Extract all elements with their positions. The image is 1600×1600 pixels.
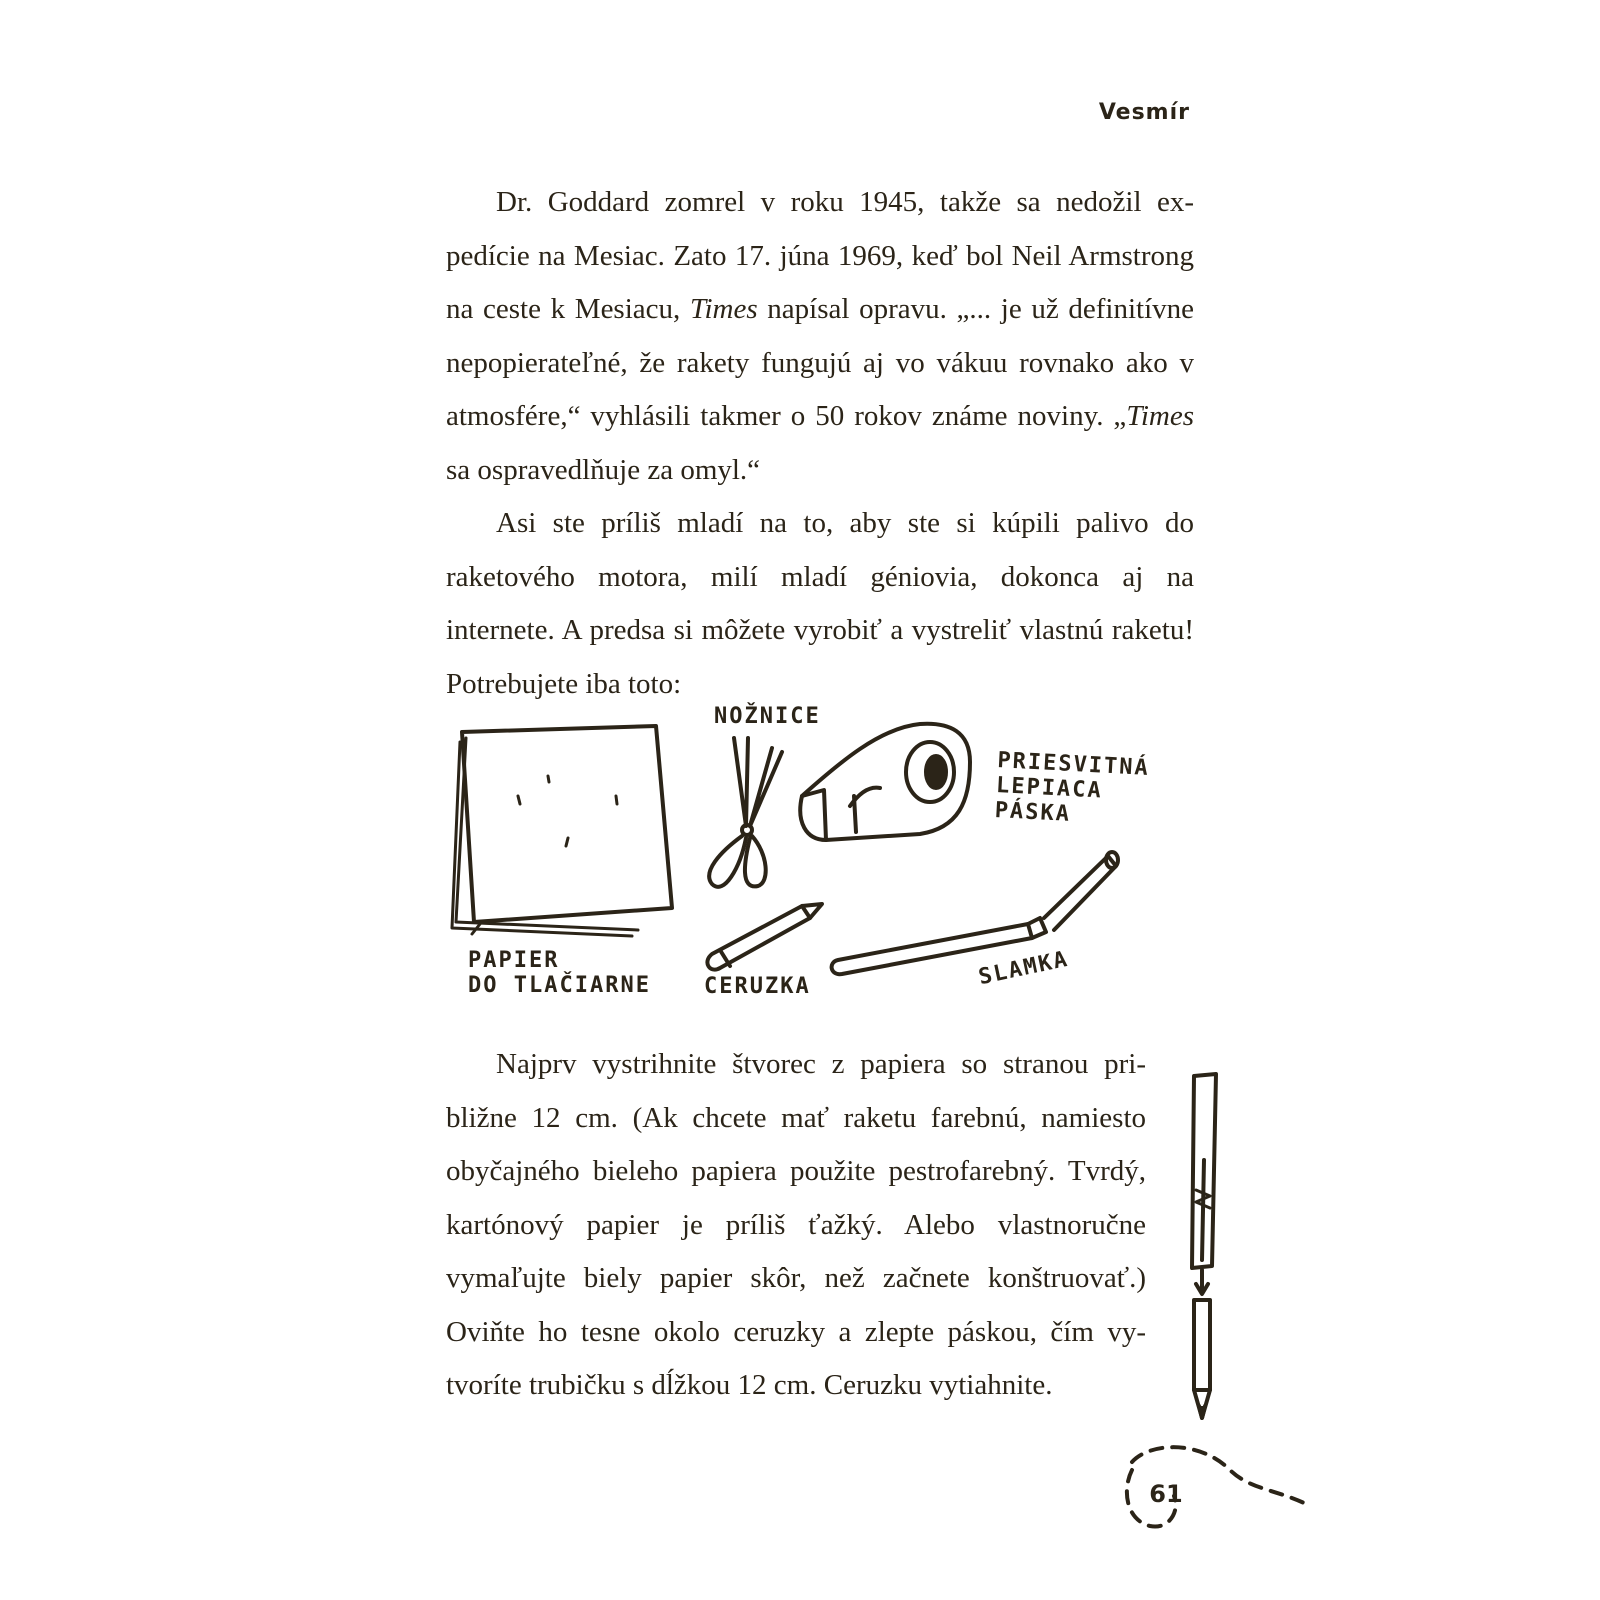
page-number: 61 <box>1149 1480 1183 1508</box>
straw-icon <box>832 852 1118 974</box>
label-paper <box>468 948 651 998</box>
text-segment: napísal opravu. „... je už definitívne nepopierateľné, že rakety fungujú aj vo vákuu rovnako ako v atmosfére,“ vyhlásili takmer o 50 rokov známe noviny. „ <box>446 293 1194 432</box>
paragraph <box>446 176 1194 497</box>
label-pencil: CERUZKA <box>704 974 811 999</box>
label-paper-line2: DO TLAČIARNE <box>468 973 651 998</box>
label-straw: SLAMKA <box>976 946 1072 991</box>
tape-dispenser-icon <box>800 724 970 840</box>
pencil-in-tube-icon <box>1180 1070 1250 1430</box>
italic-text: Times <box>689 293 758 325</box>
label-tape-line2: LEPIACA <box>995 773 1104 804</box>
text-segment: sa ospravedlňuje za omyl.“ <box>446 453 761 486</box>
label-tape <box>994 748 1150 831</box>
scissors-icon <box>709 738 782 887</box>
label-paper-line1: PAPIER <box>468 948 560 973</box>
paper-stack-icon <box>452 726 672 936</box>
body-text-bottom <box>446 1038 1146 1413</box>
text-segment: Najprv vystrihnite štvorec z papiera so stranou približne 12 cm. (Ak chcete mať raketu farebnú, namiesto obyčajného bieleho papiera použite pestrofarebný. Tvrdý, kartónový papier je príliš ťažký. Alebo vlastnoručne vymaľujte biely papier skôr, než začnete konštruovať.) Oviňte ho tesne okolo ceruzky a zlepte páskou, čím vytvoríte trubičku s dĺžkou 12 cm. Ceruzku vytiahnite. <box>446 1048 1146 1401</box>
text-segment: Asi ste príliš mladí na to, aby ste si kúpili palivo do raketového motora, milí mladí géniovia, dokonca aj na internete. A predsa si môžete vyrobiť a vystreliť vlastnú raketu! Potrebujete iba toto: <box>446 507 1194 700</box>
italic-text: Times <box>1126 400 1194 432</box>
label-tape-line1: PRIESVITNÁ <box>996 748 1151 782</box>
pencil-icon <box>707 904 822 970</box>
paragraph <box>446 497 1194 711</box>
text-segment: Dr. Goddard zomrel v roku 1945, takže sa nedožil expedície na Mesiac. Zato 17. júna 1969, keď bol Neil Armstrong na ceste k Mesiacu, <box>446 186 1194 325</box>
materials-illustration <box>450 704 1210 1032</box>
label-scissors: NOŽNICE <box>714 704 821 729</box>
body-text-top <box>446 176 1194 711</box>
paragraph <box>446 1038 1146 1413</box>
label-tape-line3: PÁSKA <box>994 797 1072 827</box>
running-head: Vesmír <box>1098 100 1190 125</box>
